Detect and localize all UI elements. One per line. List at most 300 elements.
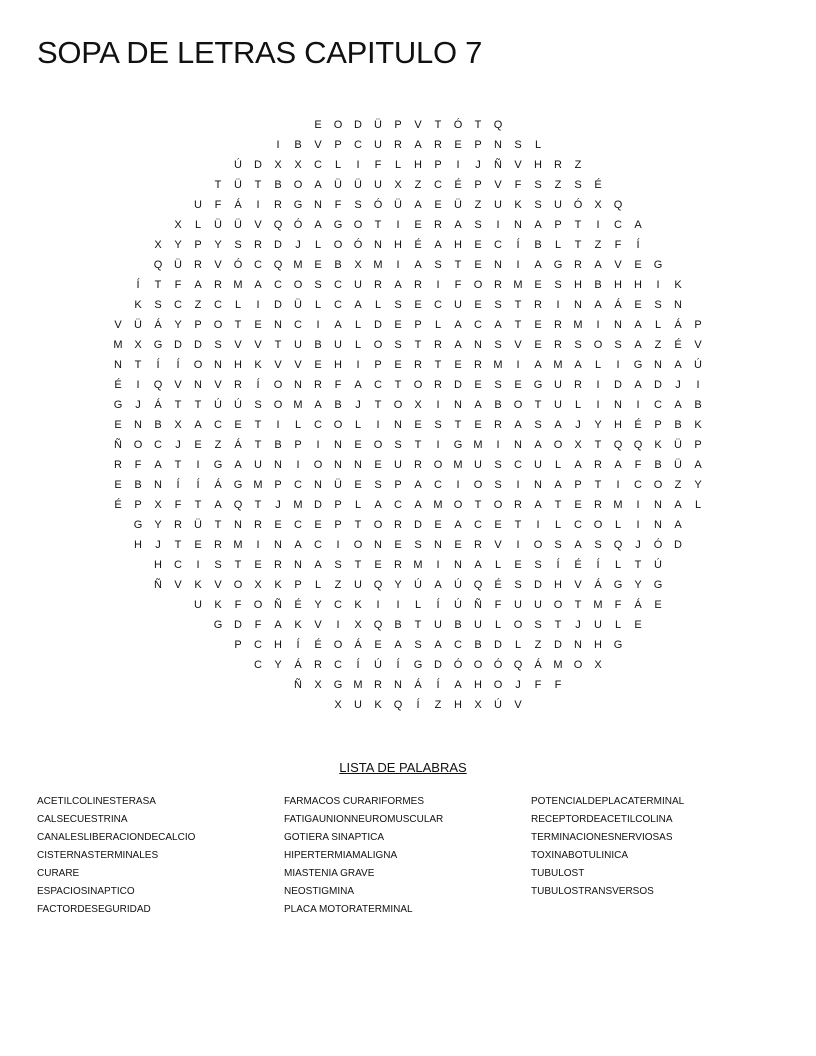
grid-letter: M	[293, 259, 303, 271]
grid-letter: T	[514, 299, 522, 311]
grid-letter: S	[574, 179, 582, 191]
grid-letter: I	[696, 379, 700, 391]
grid-letter: L	[354, 339, 362, 351]
grid-letter: E	[514, 379, 522, 391]
grid-letter: I	[656, 279, 660, 291]
grid-letter: Z	[654, 339, 662, 351]
grid-letter: S	[494, 459, 502, 471]
grid-letter: L	[574, 399, 582, 411]
grid-letter: I	[336, 539, 340, 551]
grid-letter: T	[194, 499, 202, 511]
grid-letter: E	[574, 499, 582, 511]
grid-letter: T	[234, 319, 242, 331]
grid-letter: C	[574, 519, 582, 531]
grid-letter: O	[553, 599, 563, 611]
grid-letter: A	[534, 259, 542, 271]
grid-letter: U	[514, 599, 522, 611]
grid-letter: N	[234, 519, 242, 531]
grid-letter: V	[494, 179, 502, 191]
grid-letter: K	[674, 279, 682, 291]
grid-letter: N	[654, 519, 662, 531]
grid-letter: L	[654, 319, 662, 331]
grid-letter: C	[174, 559, 182, 571]
grid-letter: P	[334, 139, 342, 151]
grid-letter: R	[434, 219, 442, 231]
grid-letter: C	[334, 659, 342, 671]
grid-letter: B	[274, 179, 282, 191]
grid-letter: C	[454, 639, 462, 651]
grid-letter: T	[514, 519, 522, 531]
grid-letter: A	[274, 619, 282, 631]
grid-letter: D	[174, 339, 182, 351]
grid-letter: D	[234, 619, 242, 631]
grid-letter: B	[674, 419, 682, 431]
grid-letter: N	[454, 559, 462, 571]
grid-letter: A	[634, 339, 642, 351]
grid-letter: Q	[393, 699, 403, 711]
grid-letter: X	[154, 239, 162, 251]
grid-letter: R	[434, 379, 442, 391]
grid-letter: C	[334, 299, 342, 311]
grid-letter: S	[494, 479, 502, 491]
grid-letter: A	[414, 259, 422, 271]
grid-letter: B	[694, 399, 702, 411]
grid-letter: Y	[694, 479, 702, 491]
grid-letter: H	[554, 579, 562, 591]
grid-letter: L	[694, 499, 702, 511]
grid-letter: M	[373, 259, 383, 271]
grid-letter: F	[174, 279, 182, 291]
grid-row	[0, 595, 816, 615]
grid-letter: B	[154, 419, 162, 431]
grid-letter: D	[274, 299, 282, 311]
grid-letter: S	[474, 219, 482, 231]
grid-letter: T	[214, 179, 222, 191]
grid-letter: H	[594, 639, 602, 651]
grid-letter: L	[614, 519, 622, 531]
grid-letter: Y	[174, 239, 182, 251]
grid-letter: F	[134, 459, 142, 471]
grid-letter: D	[194, 339, 202, 351]
grid-letter: R	[474, 359, 482, 371]
grid-letter: T	[414, 619, 422, 631]
grid-letter: I	[556, 299, 560, 311]
grid-letter: Y	[274, 659, 282, 671]
grid-letter: É	[414, 239, 422, 251]
grid-letter: U	[494, 199, 502, 211]
grid-letter: R	[594, 459, 602, 471]
grid-letter: M	[413, 559, 423, 571]
grid-letter: V	[694, 339, 702, 351]
grid-letter: S	[334, 559, 342, 571]
grid-letter: Z	[554, 179, 562, 191]
grid-letter: A	[414, 199, 422, 211]
grid-letter: O	[573, 659, 583, 671]
grid-letter: M	[293, 399, 303, 411]
grid-letter: G	[553, 259, 563, 271]
grid-letter: Á	[414, 679, 422, 691]
grid-letter: P	[554, 219, 562, 231]
grid-letter: P	[394, 119, 402, 131]
grid-letter: Ú	[694, 359, 702, 371]
grid-letter: E	[474, 239, 482, 251]
grid-letter: S	[514, 579, 522, 591]
grid-letter: L	[614, 559, 622, 571]
grid-letter: E	[374, 639, 382, 651]
grid-letter: S	[434, 419, 442, 431]
grid-letter: L	[314, 299, 322, 311]
grid-letter: O	[313, 459, 323, 471]
grid-letter: Q	[153, 259, 163, 271]
grid-letter: I	[456, 479, 460, 491]
grid-letter: P	[294, 439, 302, 451]
grid-letter: J	[355, 399, 361, 411]
grid-letter: C	[214, 299, 222, 311]
grid-letter: O	[133, 439, 143, 451]
grid-letter: G	[213, 459, 223, 471]
grid-letter: N	[274, 459, 282, 471]
grid-letter: B	[654, 459, 662, 471]
grid-letter: T	[594, 479, 602, 491]
grid-letter: A	[434, 239, 442, 251]
word-list-item: CANALESLIBERACIONDECALCIO	[37, 832, 196, 843]
grid-letter: H	[614, 419, 622, 431]
grid-letter: A	[454, 519, 462, 531]
grid-letter: P	[654, 419, 662, 431]
grid-letter: V	[494, 539, 502, 551]
grid-letter: V	[274, 359, 282, 371]
grid-row	[0, 395, 816, 415]
grid-letter: O	[533, 539, 543, 551]
grid-letter: Ú	[654, 559, 662, 571]
word-list-item: CURARE	[37, 868, 80, 879]
grid-letter: Z	[594, 239, 602, 251]
grid-letter: E	[314, 359, 322, 371]
grid-letter: T	[374, 219, 382, 231]
grid-row	[0, 175, 816, 195]
grid-letter: Ü	[334, 479, 342, 491]
word-list-column-3	[531, 796, 684, 904]
grid-letter: O	[473, 279, 483, 291]
grid-letter: D	[674, 539, 682, 551]
grid-letter: E	[514, 559, 522, 571]
word-list-column-1	[37, 796, 195, 922]
grid-letter: P	[334, 499, 342, 511]
grid-letter: U	[294, 339, 302, 351]
grid-letter: C	[434, 479, 442, 491]
grid-letter: M	[553, 659, 563, 671]
grid-letter: A	[354, 299, 362, 311]
grid-letter: I	[596, 379, 600, 391]
grid-letter: H	[134, 539, 142, 551]
grid-letter: E	[394, 539, 402, 551]
grid-letter: P	[194, 319, 202, 331]
grid-letter: A	[674, 399, 682, 411]
grid-letter: E	[634, 259, 642, 271]
grid-letter: A	[314, 559, 322, 571]
grid-letter: G	[333, 219, 343, 231]
grid-letter: I	[496, 219, 500, 231]
grid-letter: O	[253, 599, 263, 611]
grid-letter: J	[635, 539, 641, 551]
grid-letter: T	[634, 559, 642, 571]
grid-letter: R	[554, 339, 562, 351]
grid-letter: M	[233, 279, 243, 291]
grid-letter: Ú	[234, 399, 242, 411]
grid-letter: K	[354, 599, 362, 611]
grid-letter: G	[413, 659, 423, 671]
grid-letter: H	[414, 159, 422, 171]
grid-letter: P	[294, 579, 302, 591]
grid-letter: N	[614, 399, 622, 411]
grid-letter: Á	[594, 579, 602, 591]
grid-row	[0, 115, 816, 135]
grid-letter: L	[514, 639, 522, 651]
grid-letter: V	[214, 579, 222, 591]
grid-letter: L	[594, 359, 602, 371]
grid-letter: R	[374, 679, 382, 691]
grid-letter: U	[374, 139, 382, 151]
grid-letter: Í	[296, 639, 300, 651]
grid-letter: Ü	[674, 439, 682, 451]
word-list-item: POTENCIALDEPLACATERMINAL	[531, 796, 685, 807]
grid-letter: Q	[633, 439, 643, 451]
word-list-title: LISTA DE PALABRAS	[339, 760, 467, 775]
grid-letter: U	[334, 339, 342, 351]
word-list-column-2	[284, 796, 443, 922]
grid-letter: A	[294, 539, 302, 551]
grid-letter: C	[314, 419, 322, 431]
grid-letter: U	[394, 459, 402, 471]
grid-letter: D	[374, 319, 382, 331]
grid-letter: S	[434, 259, 442, 271]
grid-letter: Á	[294, 659, 302, 671]
grid-letter: D	[494, 639, 502, 651]
grid-letter: V	[254, 219, 262, 231]
grid-letter: A	[414, 479, 422, 491]
grid-letter: I	[256, 539, 260, 551]
grid-letter: B	[134, 479, 142, 491]
grid-letter: G	[153, 339, 163, 351]
grid-letter: V	[414, 119, 422, 131]
grid-letter: R	[314, 659, 322, 671]
grid-row	[0, 235, 816, 255]
word-list-item: TUBULOSTRANSVERSOS	[531, 886, 654, 897]
grid-letter: N	[434, 539, 442, 551]
grid-letter: T	[434, 359, 442, 371]
grid-letter: F	[554, 679, 562, 691]
grid-letter: H	[574, 279, 582, 291]
grid-letter: C	[514, 459, 522, 471]
grid-letter: G	[653, 579, 663, 591]
grid-row	[0, 675, 816, 695]
grid-letter: P	[374, 359, 382, 371]
grid-letter: H	[394, 239, 402, 251]
grid-letter: H	[474, 679, 482, 691]
word-list-item: TOXINABOTULINICA	[531, 850, 629, 861]
grid-letter: X	[414, 399, 422, 411]
grid-row	[0, 415, 816, 435]
grid-letter: I	[456, 159, 460, 171]
grid-letter: Á	[354, 639, 362, 651]
grid-letter: X	[294, 159, 302, 171]
grid-letter: R	[214, 279, 222, 291]
grid-letter: S	[554, 539, 562, 551]
grid-letter: A	[214, 499, 222, 511]
grid-letter: J	[575, 419, 581, 431]
grid-letter: É	[454, 179, 462, 191]
grid-letter: A	[194, 419, 202, 431]
grid-letter: E	[374, 559, 382, 571]
grid-row	[0, 195, 816, 215]
grid-letter: B	[474, 639, 482, 651]
grid-letter: E	[434, 199, 442, 211]
grid-letter: D	[274, 239, 282, 251]
grid-letter: Q	[613, 199, 623, 211]
grid-letter: T	[134, 359, 142, 371]
grid-letter: B	[454, 619, 462, 631]
grid-letter: E	[374, 459, 382, 471]
grid-letter: M	[453, 459, 463, 471]
grid-letter: I	[356, 159, 360, 171]
grid-letter: P	[694, 319, 702, 331]
grid-letter: R	[274, 199, 282, 211]
grid-letter: Z	[334, 579, 342, 591]
grid-letter: A	[454, 319, 462, 331]
grid-letter: A	[474, 559, 482, 571]
grid-letter: K	[134, 299, 142, 311]
grid-letter: R	[394, 559, 402, 571]
grid-letter: Ú	[234, 159, 242, 171]
grid-letter: I	[616, 359, 620, 371]
grid-letter: V	[114, 319, 122, 331]
grid-letter: U	[554, 199, 562, 211]
grid-letter: N	[134, 419, 142, 431]
grid-letter: Q	[153, 379, 163, 391]
grid-letter: S	[534, 419, 542, 431]
grid-letter: T	[434, 119, 442, 131]
grid-letter: I	[256, 199, 260, 211]
grid-letter: U	[354, 579, 362, 591]
grid-letter: A	[194, 279, 202, 291]
grid-letter: Í	[516, 239, 520, 251]
grid-letter: Ó	[453, 659, 463, 671]
grid-letter: E	[534, 319, 542, 331]
grid-letter: Á	[674, 319, 682, 331]
grid-letter: F	[534, 679, 542, 691]
grid-letter: E	[274, 519, 282, 531]
grid-letter: E	[474, 259, 482, 271]
grid-letter: R	[194, 259, 202, 271]
grid-letter: P	[474, 179, 482, 191]
grid-letter: S	[234, 239, 242, 251]
grid-letter: R	[474, 539, 482, 551]
grid-letter: R	[554, 159, 562, 171]
grid-letter: S	[594, 539, 602, 551]
grid-letter: I	[336, 619, 340, 631]
grid-letter: X	[354, 259, 362, 271]
grid-letter: O	[653, 479, 663, 491]
grid-letter: Ó	[373, 199, 383, 211]
grid-letter: Á	[214, 479, 222, 491]
grid-letter: V	[514, 159, 522, 171]
grid-letter: J	[275, 499, 281, 511]
grid-letter: T	[554, 619, 562, 631]
grid-letter: P	[274, 479, 282, 491]
grid-letter: E	[194, 439, 202, 451]
grid-letter: L	[494, 559, 502, 571]
grid-letter: Ñ	[474, 599, 482, 611]
grid-letter: U	[194, 599, 202, 611]
grid-letter: A	[674, 519, 682, 531]
grid-letter: D	[534, 579, 542, 591]
grid-letter: N	[354, 459, 362, 471]
grid-letter: M	[253, 479, 263, 491]
grid-letter: E	[434, 519, 442, 531]
grid-letter: R	[534, 299, 542, 311]
grid-letter: Q	[373, 579, 383, 591]
grid-letter: N	[654, 359, 662, 371]
grid-letter: N	[154, 479, 162, 491]
grid-letter: E	[254, 319, 262, 331]
grid-row	[0, 555, 816, 575]
word-list-item: HIPERTERMIAMALIGNA	[284, 850, 398, 861]
grid-letter: Ó	[493, 659, 503, 671]
grid-letter: Q	[613, 539, 623, 551]
grid-letter: S	[214, 339, 222, 351]
grid-letter: O	[353, 539, 363, 551]
grid-letter: M	[493, 359, 503, 371]
grid-letter: E	[494, 519, 502, 531]
grid-letter: S	[494, 299, 502, 311]
grid-letter: N	[274, 539, 282, 551]
grid-letter: A	[394, 279, 402, 291]
grid-letter: L	[554, 239, 562, 251]
grid-letter: I	[356, 359, 360, 371]
grid-letter: E	[234, 419, 242, 431]
grid-letter: L	[614, 619, 622, 631]
grid-letter: O	[273, 379, 283, 391]
grid-letter: H	[154, 559, 162, 571]
grid-letter: Ü	[374, 119, 382, 131]
grid-letter: A	[634, 219, 642, 231]
grid-letter: I	[396, 599, 400, 611]
grid-letter: L	[554, 519, 562, 531]
grid-letter: J	[135, 399, 141, 411]
grid-letter: N	[574, 639, 582, 651]
grid-letter: C	[614, 219, 622, 231]
grid-letter: O	[513, 399, 523, 411]
grid-letter: Q	[513, 659, 523, 671]
grid-letter: N	[294, 559, 302, 571]
grid-letter: O	[333, 639, 343, 651]
grid-letter: I	[516, 259, 520, 271]
grid-letter: E	[394, 319, 402, 331]
grid-letter: P	[394, 479, 402, 491]
grid-letter: M	[553, 359, 563, 371]
grid-letter: I	[616, 479, 620, 491]
grid-letter: A	[454, 219, 462, 231]
grid-letter: A	[534, 219, 542, 231]
grid-letter: F	[214, 199, 222, 211]
grid-letter: É	[114, 499, 122, 511]
grid-letter: R	[254, 519, 262, 531]
grid-letter: Ü	[354, 179, 362, 191]
grid-letter: A	[154, 459, 162, 471]
grid-letter: U	[354, 279, 362, 291]
grid-letter: M	[513, 279, 523, 291]
grid-letter: N	[574, 299, 582, 311]
